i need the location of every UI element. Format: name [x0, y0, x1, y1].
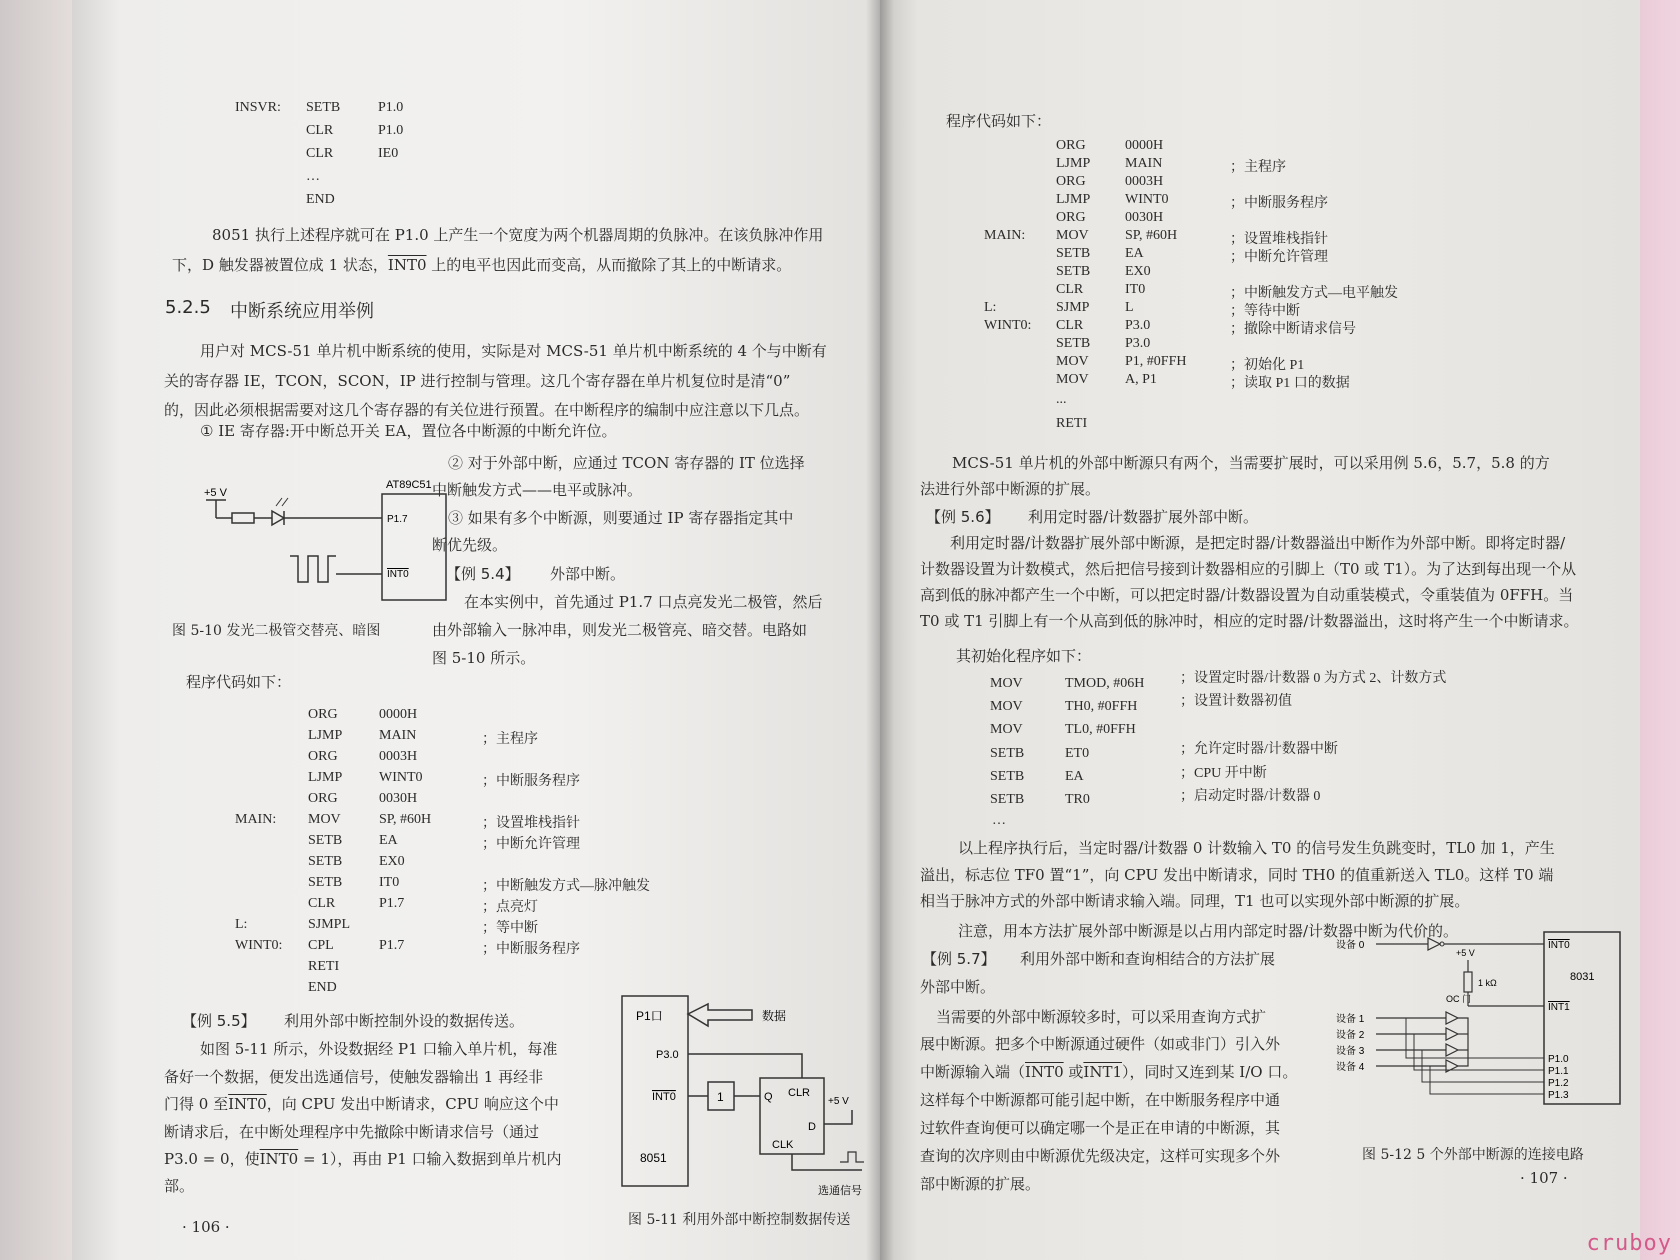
code-op: SETB [308, 875, 343, 890]
code-op: RETI [308, 959, 340, 974]
ff-q-label: Q [764, 1091, 773, 1103]
code-op: SETB [1056, 336, 1091, 351]
code-op: MOV [1056, 228, 1089, 243]
code-comment: ；撤除中断请求信号 [1230, 322, 1356, 337]
para-line: 的，因此必须根据需要对这几个寄存器的有关位进行预置。在中断程序的编制中应注意以下几点。 [164, 401, 810, 419]
code-op: END [306, 192, 335, 207]
led-light-arrow [282, 498, 288, 506]
example-label: 【例 5.4】 [446, 565, 520, 583]
code-arg: P3.0 [1125, 318, 1151, 333]
code-comment: ；主程序 [482, 732, 538, 747]
code-arg: EA [379, 833, 398, 848]
example-title: 利用外部中断控制外设的数据传送。 [284, 1012, 525, 1030]
code-arg: MAIN [379, 728, 417, 743]
pin-label: INT0 [1548, 940, 1570, 951]
code-op: SETB [306, 100, 341, 115]
strobe-pulse [840, 1152, 864, 1162]
example-title: 利用外部中断和查询相结合的方法扩展 [1020, 950, 1276, 968]
right-page [880, 0, 1640, 1260]
pin-label: P1.3 [1548, 1090, 1569, 1101]
para-line: 当需要的外部中断源较多时，可以采用查询方式扩 [936, 1008, 1267, 1026]
code-op: CLR [1056, 282, 1084, 297]
code-comment: ；允许定时器/计数器中断 [1180, 742, 1338, 757]
device-label: 设备 2 [1336, 1030, 1365, 1041]
port-label: P1口 [636, 1009, 663, 1023]
code-op: MOV [1056, 372, 1089, 387]
code-op: MOV [990, 722, 1023, 737]
ff-d-label: D [808, 1121, 816, 1133]
code-comment: ；主程序 [1230, 160, 1286, 175]
figure-caption: 图 5-12 5 个外部中断源的连接电路 [1362, 1147, 1584, 1163]
code-op: SETB [990, 746, 1025, 761]
wire [688, 1054, 802, 1078]
resistor [1464, 972, 1472, 992]
wire [824, 1110, 852, 1124]
code-label: WINT0: [235, 938, 283, 953]
code-op: CLR [1056, 318, 1084, 333]
pin-label: P1.1 [1548, 1066, 1569, 1077]
page-number: · 107 · [1520, 1169, 1568, 1187]
data-arrow [688, 1004, 752, 1026]
para-line: 图 5-10 所示。 [432, 649, 536, 667]
code-arg: 0030H [1125, 210, 1164, 225]
code-arg: EX0 [1125, 264, 1151, 279]
code-op: LJMP [308, 770, 343, 785]
list-item: 断优先级。 [432, 536, 508, 554]
code-op: SETB [990, 792, 1025, 807]
code-op: RETI [1056, 416, 1088, 431]
code-op: SJMPL [308, 917, 351, 932]
example-title: 外部中断。 [550, 565, 626, 583]
code-arg: SP, #60H [1125, 228, 1178, 243]
oc-gate [1446, 1012, 1458, 1024]
code-arg: P1.0 [378, 100, 404, 115]
data-label: 数据 [762, 1009, 787, 1023]
code-op: END [308, 980, 337, 995]
example-label: 【例 5.6】 [926, 508, 1000, 526]
code-arg: A, P1 [1125, 372, 1157, 387]
code-comment: ；设置定时器/计数器 0 为方式 2、计数方式 [1180, 671, 1447, 686]
para-line: 利用定时器/计数器扩展外部中断源，是把定时器/计数器溢出中断作为外部中断。即将定时器/ [950, 534, 1566, 552]
para-line: 相当于脉冲方式的外部中断请求输入端。同理，T1 也可以实现外部中断源的扩展。 [920, 892, 1470, 910]
page-number: · 106 · [182, 1218, 230, 1236]
para-line: 用户对 MCS-51 单片机中断系统的使用，实际是对 MCS-51 单片机中断系统的 4 个与中断有 [200, 342, 827, 360]
para-line: 过软件查询便可以确定哪一个是正在申请的中断源，其 [920, 1119, 1281, 1137]
para-line: 展中断源。把多个中断源通过硬件（如或非门）引入外 [920, 1035, 1281, 1053]
code-arg: TMOD, #06H [1065, 676, 1145, 691]
code-op: CLR [308, 896, 336, 911]
ff-clr-label: CLR [788, 1087, 811, 1099]
code-comment: ；中断服务程序 [482, 774, 580, 789]
code-comment: ；CPU 开中断 [1180, 766, 1267, 781]
strobe-label: 选通信号 [818, 1185, 862, 1197]
code-arg: 0000H [379, 707, 418, 722]
pin-label: INT0 [652, 1091, 676, 1103]
para-line: P3.0 = 0，使INT0 = 1），再由 P1 口输入数据到单片机内 [164, 1150, 562, 1168]
init-intro: 其初始化程序如下： [956, 647, 1092, 665]
led-light-arrow [276, 498, 282, 506]
code-op: LJMP [1056, 156, 1091, 171]
pulse-train [290, 556, 336, 582]
code-arg: EA [1065, 769, 1084, 784]
code-op: ORG [1056, 138, 1086, 153]
code-arg: 0000H [1125, 138, 1164, 153]
pin-label: P1.7 [387, 514, 408, 525]
para-line: 查询的次序则由中断源优先级决定，这样可实现多个外 [920, 1147, 1281, 1165]
code-comment: ；初始化 P1 [1230, 358, 1305, 373]
device-label: 设备 0 [1336, 940, 1365, 951]
code-comment: ；设置计数器初值 [1180, 694, 1292, 709]
code-arg: TR0 [1065, 792, 1090, 807]
code-comment: ；点亮灯 [482, 900, 538, 915]
figure-5-12 [1336, 924, 1626, 1120]
section-number: 5.2.5 [165, 297, 211, 318]
code-comment: ；中断允许管理 [1230, 250, 1328, 265]
figure-5-11 [612, 992, 882, 1202]
para-line: 如图 5-11 所示，外设数据经 P1 口输入单片机，每准 [200, 1040, 558, 1058]
code-arg: IE0 [378, 146, 399, 161]
code-comment: ；读取 P1 口的数据 [1230, 376, 1350, 391]
code-comment: ；中断服务程序 [482, 942, 580, 957]
para-line: 备好一个数据，便发出选通信号，使触发器输出 1 再经非 [164, 1068, 544, 1086]
chip-label: AT89C51 [386, 479, 432, 491]
resistor-label: 1 kΩ [1478, 978, 1497, 988]
figure-caption: 图 5-10 发光二极管交替亮、暗图 [172, 623, 381, 639]
code-op: MOV [990, 676, 1023, 691]
para-line: 外部中断。 [920, 978, 996, 996]
code-comment: ；中断允许管理 [482, 837, 580, 852]
figure-5-10 [192, 470, 452, 610]
code-intro: 程序代码如下： [186, 673, 292, 691]
para-line: 部中断源的扩展。 [920, 1175, 1041, 1193]
code-label: MAIN: [984, 228, 1026, 243]
watermark: cruboy [1586, 1231, 1672, 1256]
code-arg: P1.7 [379, 938, 405, 953]
code-arg: WINT0 [1125, 192, 1169, 207]
code-arg: TH0, #0FFH [1065, 699, 1138, 714]
resistor [232, 513, 254, 523]
code-label: WINT0: [984, 318, 1032, 333]
code-arg: SP, #60H [379, 812, 432, 827]
pin-label: INT0 [387, 569, 409, 580]
para-line: 计数器设置为计数模式，然后把信号接到计数器相应的引脚上（T0 或 T1）。为了达到每出现一个从 [920, 560, 1577, 578]
device-label: 设备 3 [1336, 1046, 1365, 1057]
code-op: LJMP [1056, 192, 1091, 207]
oc-gate [1446, 1044, 1458, 1056]
wire [1414, 1034, 1544, 1070]
chip-label: 8051 [640, 1151, 667, 1165]
code-arg: P1, #0FFH [1125, 354, 1187, 369]
para-line: 在本实例中，首先通过 P1.7 口点亮发光二极管，然后 [464, 593, 823, 611]
code-op: SETB [308, 833, 343, 848]
code-arg: 0003H [379, 749, 418, 764]
code-op: ... [1056, 392, 1067, 407]
code-label: MAIN: [235, 812, 277, 827]
para-line: 注意，用本方法扩展外部中断源是以占用内部定时器/计数器中断为代价的。 [958, 922, 1459, 940]
para-line: T0 或 T1 引脚上有一个从高到低的脉冲时，相应的定时器/计数器溢出，这时将产生一个中断请求。 [920, 612, 1579, 630]
code-arg: P1.0 [378, 123, 404, 138]
code-op: SETB [990, 769, 1025, 784]
list-item: ② 对于外部中断，应通过 TCON 寄存器的 IT 位选择 [448, 454, 805, 472]
oc-gate [1446, 1028, 1458, 1040]
code-arg: EA [1125, 246, 1144, 261]
chip-label: 8031 [1570, 971, 1595, 983]
wire [792, 1154, 862, 1170]
code-op: MOV [1056, 354, 1089, 369]
figure-caption: 图 5-11 利用外部中断控制数据传送 [628, 1212, 851, 1228]
code-arg: IT0 [1125, 282, 1146, 297]
para-line: MCS-51 单片机的外部中断源只有两个，当需要扩展时，可以采用例 5.6，5.7，5.8 的方 [952, 454, 1550, 472]
device-label: 设备 1 [1336, 1014, 1365, 1025]
code-op: CLR [306, 146, 334, 161]
device-label: 设备 4 [1336, 1062, 1365, 1073]
ff-clk-label: CLK [772, 1139, 794, 1151]
code-arg: L [1125, 300, 1134, 315]
code-arg: EX0 [379, 854, 405, 869]
code-op: … [992, 813, 1006, 828]
code-comment: ；启动定时器/计数器 0 [1180, 789, 1321, 804]
example-label: 【例 5.5】 [182, 1012, 256, 1030]
code-label: L: [235, 917, 248, 932]
list-item: 中断触发方式——电平或脉冲。 [432, 481, 643, 499]
port-label: P3.0 [656, 1049, 679, 1061]
list-item: ① IE 寄存器:开中断总开关 EA，置位各中断源的中断允许位。 [200, 422, 617, 440]
code-arg: IT0 [379, 875, 400, 890]
code-op: … [306, 169, 320, 184]
vcc-label: +5 V [828, 1096, 849, 1107]
led-diode [272, 511, 284, 525]
code-op: SJMP [1056, 300, 1090, 315]
para-line: 以上程序执行后，当定时器/计数器 0 计数输入 T0 的信号发生负跳变时，TL0 加 1，产生 [958, 839, 1555, 857]
code-op: MOV [990, 699, 1023, 714]
code-arg: ET0 [1065, 746, 1090, 761]
code-op: ORG [1056, 210, 1086, 225]
example-label: 【例 5.7】 [922, 950, 996, 968]
code-op: CLR [306, 123, 334, 138]
para-line: 8051 执行上述程序就可在 P1.0 上产生一个宽度为两个机器周期的负脉冲。在该负脉冲作用 [212, 226, 824, 244]
code-op: CPL [308, 938, 334, 953]
oc-gate-label: OC 门 [1446, 994, 1472, 1004]
para-line: 中断源输入端（INT0 或INT1），同时又连到某 I/O 口。 [920, 1063, 1298, 1081]
code-op: MOV [308, 812, 341, 827]
para-line: 门得 0 至INT0，向 CPU 发出中断请求，CPU 响应这个中 [164, 1095, 559, 1113]
pin-label: P1.2 [1548, 1078, 1569, 1089]
wire [1406, 1018, 1544, 1058]
code-arg: P3.0 [1125, 336, 1151, 351]
pin-label: P1.0 [1548, 1054, 1569, 1065]
code-op: SETB [1056, 246, 1091, 261]
code-comment: ；设置堆栈指针 [482, 816, 580, 831]
para-line: 断请求后，在中断处理程序中先撤除中断请求信号（通过 [164, 1123, 540, 1141]
buffer-gate [1428, 938, 1440, 950]
para-line: 部。 [164, 1177, 195, 1195]
code-label: INSVR: [235, 100, 281, 115]
para-line: 溢出，标志位 TF0 置“1”，向 CPU 发出中断请求，同时 TH0 的值重新送入 TL0。这样 T0 端 [920, 866, 1554, 884]
vcc-label: +5 V [204, 487, 227, 499]
para-line: 高到低的脉冲都产生一个中断，可以把定时器/计数器设置为自动重装模式，令重装值为 0FFH。当 [920, 586, 1574, 604]
section-title: 中断系统应用举例 [230, 301, 374, 322]
code-op: SETB [308, 854, 343, 869]
code-arg: TL0, #0FFH [1065, 722, 1136, 737]
code-comment: ；中断触发方式—电平触发 [1230, 286, 1398, 301]
code-comment: ；等待中断 [1230, 304, 1300, 319]
chip-box [382, 494, 446, 600]
code-label: L: [984, 300, 997, 315]
code-arg: 0030H [379, 791, 418, 806]
code-arg: P1.7 [379, 896, 405, 911]
code-op: ORG [308, 791, 338, 806]
example-title: 利用定时器/计数器扩展外部中断。 [1028, 508, 1259, 526]
code-op: ORG [308, 749, 338, 764]
code-arg: 0003H [1125, 174, 1164, 189]
code-op: ORG [1056, 174, 1086, 189]
code-op: ORG [308, 707, 338, 722]
para-line: 关的寄存器 IE，TCON，SCON，IP 进行控制与管理。这几个寄存器在单片机复位时是清“0” [164, 372, 791, 390]
list-item: ③ 如果有多个中断源，则要通过 IP 寄存器指定其中 [448, 509, 794, 527]
vcc-label: +5 V [1456, 948, 1475, 958]
code-arg: WINT0 [379, 770, 423, 785]
code-comment: ；中断服务程序 [1230, 196, 1328, 211]
code-op: LJMP [308, 728, 343, 743]
code-intro: 程序代码如下： [946, 112, 1052, 130]
inverter-label: 1 [717, 1090, 724, 1104]
code-comment: ；等中断 [482, 921, 538, 936]
code-op: SETB [1056, 264, 1091, 279]
code-arg: MAIN [1125, 156, 1163, 171]
para-line: 这样每个中断源都可能引起中断，在中断服务程序中通 [920, 1091, 1281, 1109]
code-comment: ；设置堆栈指针 [1230, 232, 1328, 247]
para-line: 法进行外部中断源的扩展。 [920, 480, 1101, 498]
left-page [72, 0, 880, 1260]
wire [1458, 1018, 1468, 1066]
code-comment: ；中断触发方式—脉冲触发 [482, 879, 650, 894]
book-gutter-shadow [866, 0, 894, 1260]
pin-label: INT1 [1548, 1002, 1570, 1013]
para-line: 由外部输入一脉冲串，则发光二极管亮、暗交替。电路如 [432, 621, 808, 639]
para-line: 下，D 触发器被置位成 1 状态，INT0 上的电平也因此而变高，从而撤除了其上的中断请求。 [172, 256, 792, 274]
